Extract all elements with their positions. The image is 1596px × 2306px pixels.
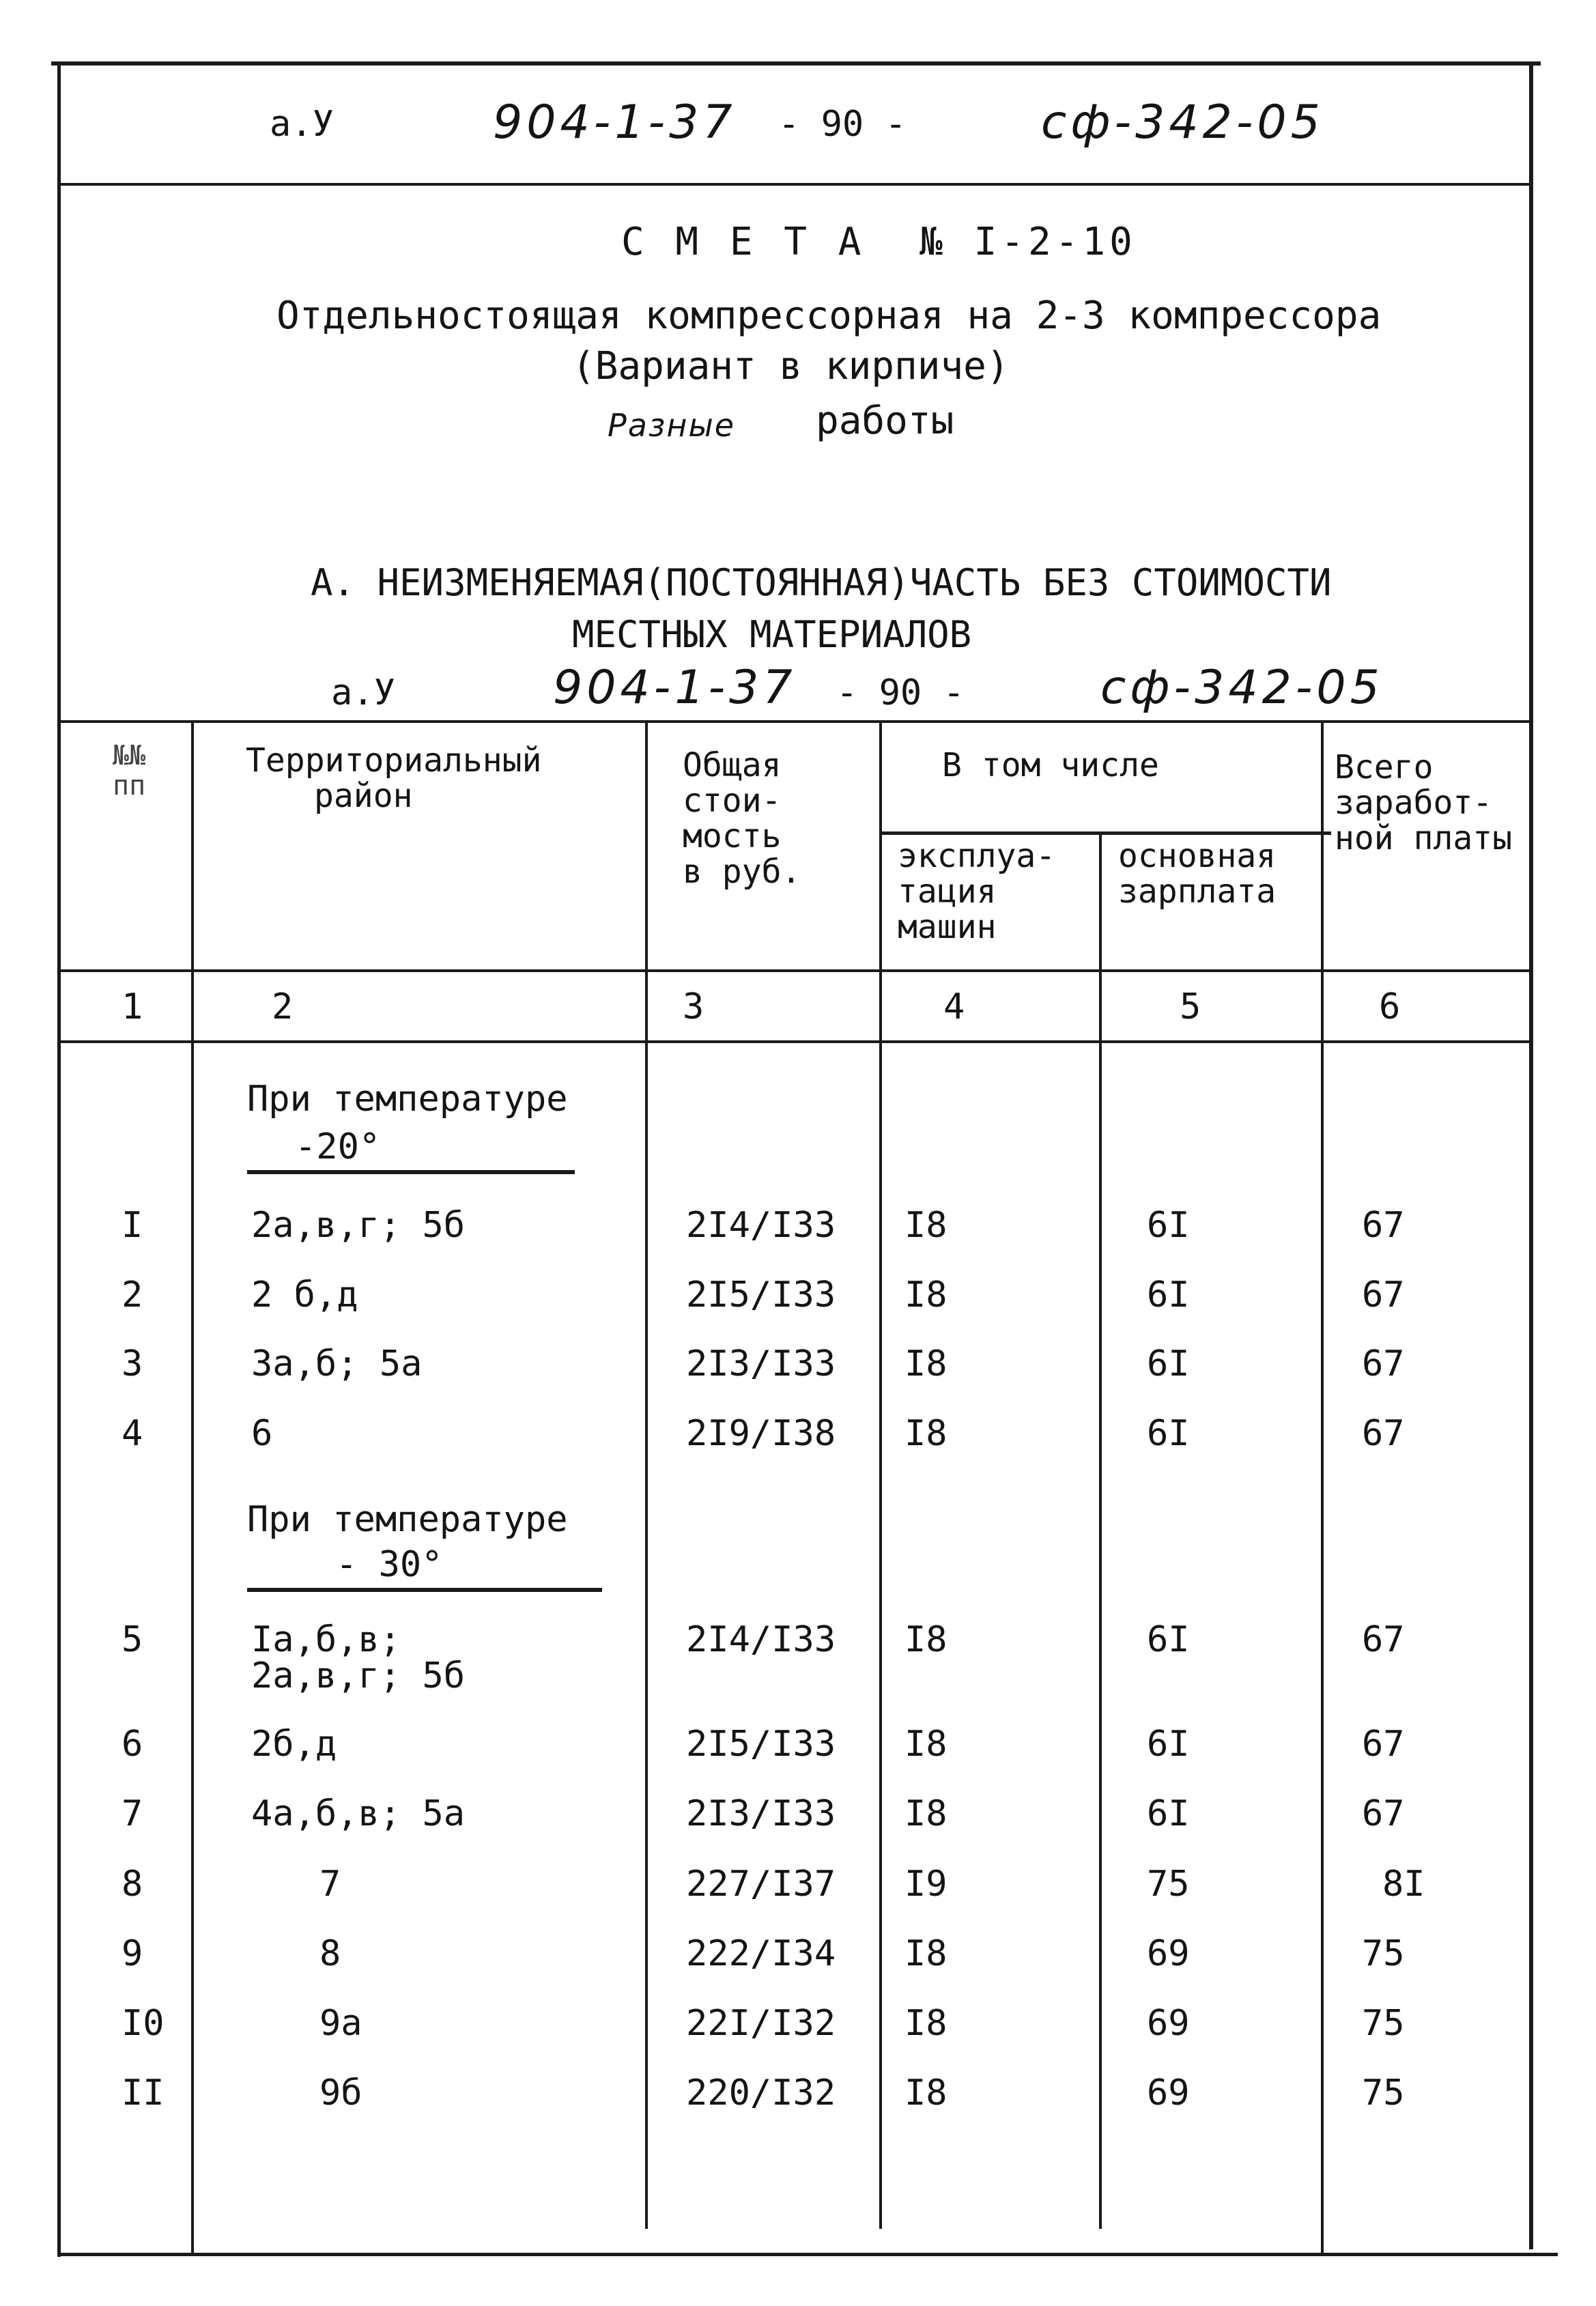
row-number: 3	[122, 1343, 143, 1384]
row-total: 8I	[1382, 1864, 1425, 1905]
row-total: 75	[1362, 2073, 1405, 2113]
row-machines: I8	[904, 2073, 947, 2113]
row-number: 9	[122, 1933, 143, 1974]
row-cost: 2I3/I33	[686, 1793, 836, 1834]
row-number: 4	[122, 1413, 143, 1454]
group1-temp	[247, 1126, 575, 1174]
document-title	[621, 220, 1137, 264]
row-cost: 22I/I32	[686, 2003, 836, 2044]
row-machines: I8	[904, 1275, 947, 1315]
row-district: 6	[251, 1413, 273, 1454]
header-col6-line3: ной платы	[1335, 819, 1513, 857]
row-salary: 75	[1147, 1864, 1190, 1905]
header-col5-line2: зарплата	[1118, 872, 1277, 911]
row-salary: 6I	[1147, 1724, 1190, 1765]
row-total: 75	[1362, 1933, 1405, 1974]
row-machines: I9	[904, 1864, 947, 1905]
row-cost: 220/I32	[686, 2073, 836, 2113]
header-col1-line1: №№	[113, 740, 146, 771]
row-district: 8	[319, 1933, 341, 1974]
header-group: В том числе	[942, 746, 1159, 784]
row-machines: I8	[904, 1793, 947, 1834]
row-salary: 69	[1147, 2003, 1190, 2044]
header-code: сф-342-05	[1041, 96, 1324, 150]
header-col3	[683, 748, 801, 889]
row-salary: 6I	[1147, 1343, 1190, 1384]
row-salary: 6I	[1147, 1275, 1190, 1315]
header-col1	[113, 741, 145, 801]
subtitle-1: Отдельностоящая компрессорная на 2-3 компрессора	[276, 294, 1382, 338]
col-divider-1	[191, 720, 194, 2253]
row-machines: I8	[904, 1933, 947, 1974]
header-col3-line3: мость	[683, 817, 782, 855]
row-district: 3а,б; 5а	[251, 1343, 423, 1384]
row-number: I	[122, 1205, 143, 1246]
group1-temp-text: -20°	[295, 1126, 381, 1167]
row-machines: I8	[904, 1413, 947, 1454]
col-divider-3	[879, 720, 882, 2229]
row-cost: 222/I34	[686, 1933, 836, 1974]
row-district: 2б,д	[251, 1724, 337, 1765]
row-total: 75	[1362, 2003, 1405, 2044]
row-total: 67	[1362, 1413, 1405, 1454]
row-district: 2 б,д	[251, 1275, 358, 1315]
header-col3-line4: в руб.	[683, 853, 801, 891]
row-salary: 6I	[1147, 1619, 1190, 1660]
group2-temp	[247, 1544, 602, 1592]
header-col5-line1: основная	[1118, 837, 1277, 875]
row-total: 67	[1362, 1205, 1405, 1246]
header-col5	[1118, 838, 1276, 909]
row-district: 4а,б,в; 5а	[251, 1793, 466, 1834]
frame-left-line	[57, 66, 61, 2257]
row-total: 67	[1362, 1724, 1405, 1765]
row-number: 8	[122, 1864, 143, 1905]
row-number: 2	[122, 1275, 143, 1315]
colnum-bottom-line	[57, 1040, 1532, 1043]
subheader-page-number: - 90 -	[836, 672, 965, 713]
header-col1-line2: пп	[113, 770, 146, 801]
row-cost: 2I5/I33	[686, 1724, 836, 1765]
header-col3-line1: Общая	[683, 746, 782, 784]
row-machines: I8	[904, 1343, 947, 1384]
colnum-5: 5	[1180, 986, 1201, 1027]
row-machines: I8	[904, 1724, 947, 1765]
group1-label: При температуре	[247, 1079, 568, 1120]
header-doc-number: 904-1-37	[493, 96, 737, 150]
row-total: 67	[1362, 1275, 1405, 1315]
row-district: Iа,б,в;	[251, 1619, 401, 1660]
row-salary: 6I	[1147, 1793, 1190, 1834]
subtitle-3: работы	[816, 399, 954, 443]
section-heading-2: МЕСТНЫХ МАТЕРИАЛОВ	[572, 613, 972, 656]
header-divider	[57, 183, 1532, 186]
row-number: 7	[122, 1793, 143, 1834]
row-district: 9а	[319, 2003, 362, 2044]
row-number: 5	[122, 1619, 143, 1660]
row-machines: I8	[904, 2003, 947, 2044]
row-district-line2: 2а,в,г; 5б	[251, 1655, 466, 1696]
row-salary: 6I	[1147, 1205, 1190, 1246]
header-col6-line1: Всего	[1335, 748, 1434, 786]
subtitle-2: (Вариант в кирпиче)	[572, 344, 1010, 388]
colnum-2: 2	[272, 986, 294, 1027]
frame-top-line	[51, 61, 1541, 66]
row-salary: 6I	[1147, 1413, 1190, 1454]
row-district: 2а,в,г; 5б	[251, 1205, 466, 1246]
group2-label: При температуре	[247, 1499, 568, 1540]
table-top-line	[57, 720, 1532, 723]
col-divider-4	[1099, 833, 1102, 2229]
row-cost: 2I4/I33	[686, 1205, 836, 1246]
header-col4-line2: тация	[898, 872, 997, 911]
header-col6-line2: заработ-	[1335, 784, 1493, 822]
row-total: 67	[1362, 1793, 1405, 1834]
header-page-number: - 90 -	[778, 104, 907, 145]
row-number: 6	[122, 1724, 143, 1765]
colnum-4: 4	[943, 986, 965, 1027]
row-cost: 2I4/I33	[686, 1619, 836, 1660]
header-col4-line1: эксплуа-	[898, 837, 1056, 875]
header-col6	[1335, 750, 1512, 856]
row-cost: 227/I37	[686, 1864, 836, 1905]
row-cost: 2I3/I33	[686, 1343, 836, 1384]
frame-right-line	[1529, 61, 1533, 2249]
row-salary: 69	[1147, 1933, 1190, 1974]
header-col4	[898, 838, 1055, 945]
subtitle-3-handwritten: Разные	[608, 407, 736, 444]
row-cost: 2I9/I38	[686, 1413, 836, 1454]
colnum-1: 1	[122, 986, 143, 1027]
row-machines: I8	[904, 1619, 947, 1660]
row-cost: 2I5/I33	[686, 1275, 836, 1315]
frame-bottom-line	[57, 2253, 1558, 2256]
title-number: № I-2-10	[920, 220, 1137, 264]
subheader-code: сф-342-05	[1100, 661, 1384, 715]
group2-temp-text: - 30°	[336, 1544, 443, 1585]
row-salary: 69	[1147, 2073, 1190, 2113]
header-col2-line2: район	[314, 777, 413, 815]
row-number: II	[122, 2073, 165, 2113]
colnum-3: 3	[683, 986, 704, 1027]
header-left-label: а.У	[270, 104, 334, 145]
subheader-doc-number: 904-1-37	[553, 661, 797, 715]
header-bottom-line	[57, 969, 1532, 972]
row-district: 9б	[319, 2073, 362, 2113]
title-text: С М Е Т А	[621, 220, 866, 264]
subheader-left-label: а.У	[331, 672, 395, 713]
col-divider-2	[645, 720, 648, 2229]
row-machines: I8	[904, 1205, 947, 1246]
row-total: 67	[1362, 1343, 1405, 1384]
row-district: 7	[319, 1864, 341, 1905]
group-underline	[881, 831, 1331, 835]
header-col2-line1: Территориальный	[246, 741, 542, 780]
section-heading-1: А. НЕИЗМЕНЯЕМАЯ(ПОСТОЯННАЯ)ЧАСТЬ БЕЗ СТОИМОСТИ	[311, 561, 1332, 604]
row-number: I0	[122, 2003, 165, 2044]
header-col3-line2: стои-	[683, 782, 782, 820]
header-col2	[246, 743, 541, 814]
col-divider-5	[1321, 720, 1324, 2253]
header-col4-line3: машин	[898, 908, 997, 946]
row-total: 67	[1362, 1619, 1405, 1660]
colnum-6: 6	[1379, 986, 1401, 1027]
